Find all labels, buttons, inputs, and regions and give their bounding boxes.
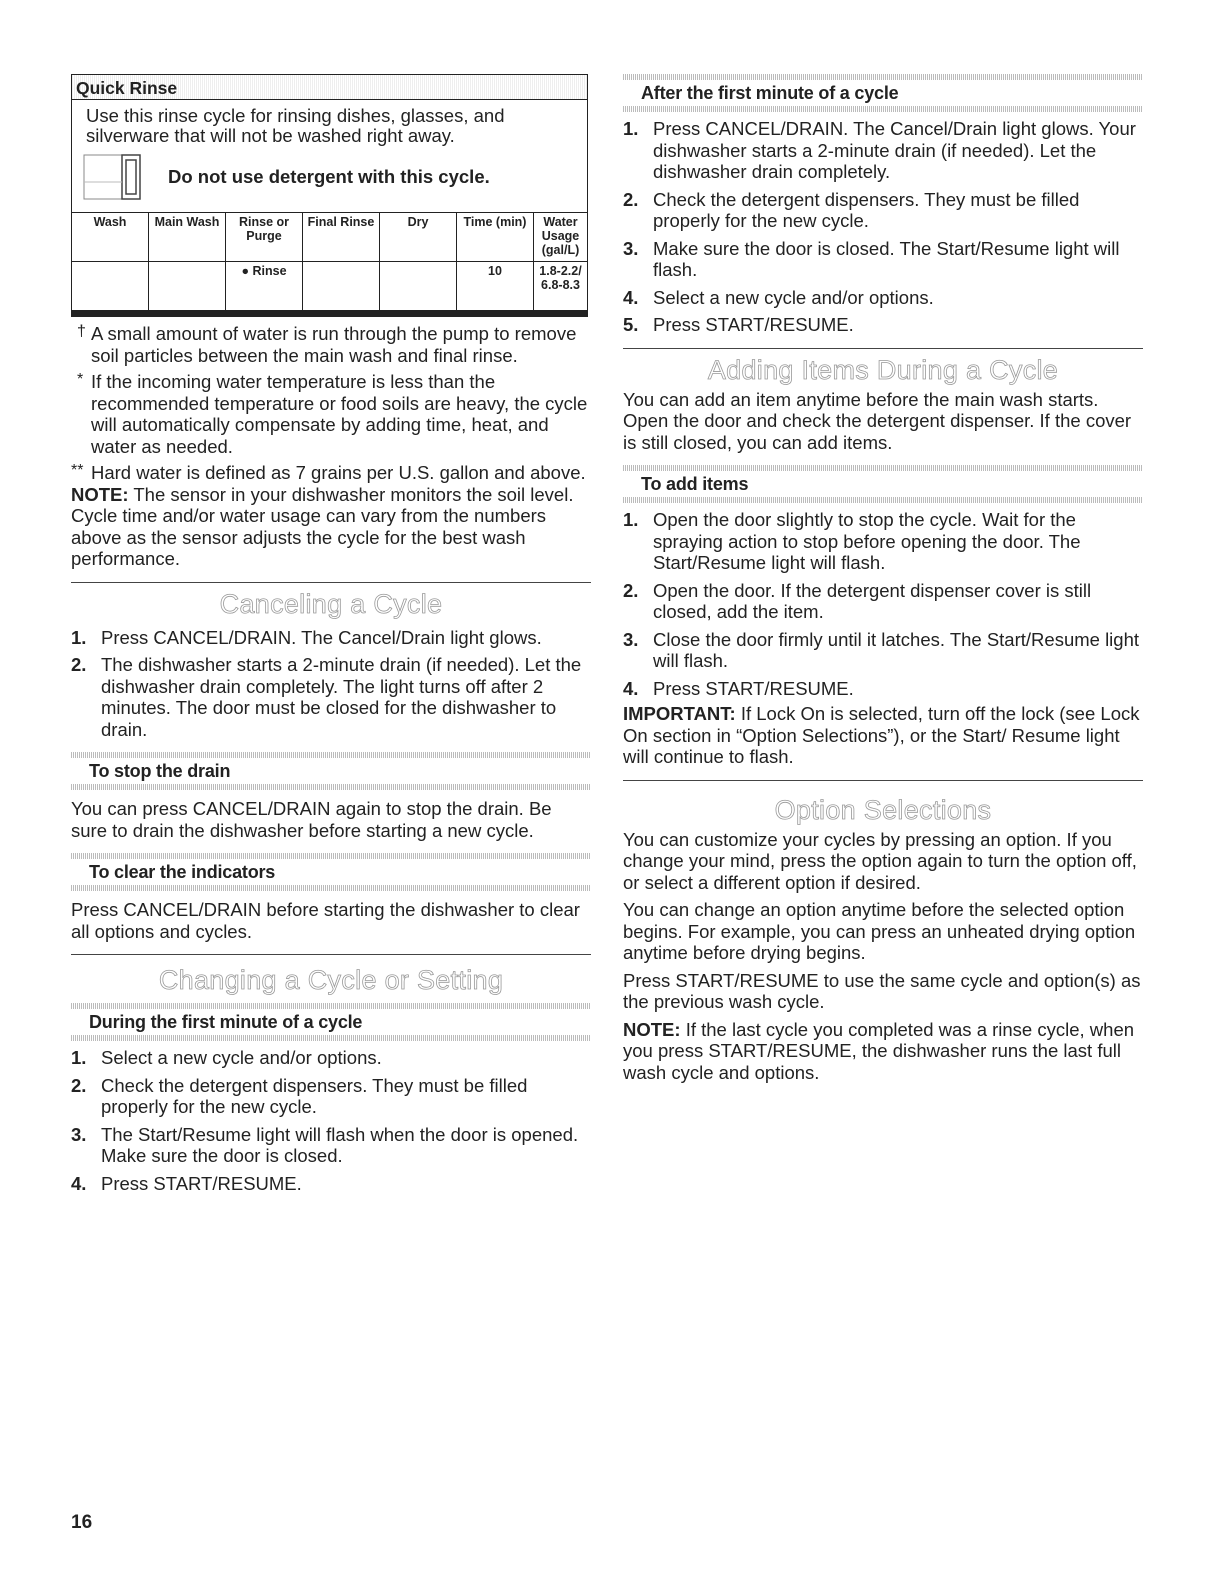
list-item: 3. Close the door firmly until it latches. The Start/Resume light will flash. [623, 628, 1140, 671]
note-text: If the last cycle you completed was a rinse cycle, when you press START/RESUME, the dishwasher runs the last full wash cycle and options. [623, 1018, 1135, 1083]
list-item: 1. Press CANCEL/DRAIN. The Cancel/Drain light glows. [71, 626, 542, 648]
subheading-label: To add items [641, 474, 749, 494]
header-cell: Water Usage (gal/L) [534, 213, 588, 262]
section-divider [623, 348, 1143, 349]
no-detergent-warning [72, 146, 587, 212]
table-cell [303, 262, 380, 311]
options-note [623, 1019, 1143, 1084]
first-minute-steps [71, 1047, 591, 1194]
quick-rinse-description: Use this rinse cycle for rinsing dishes, glasses, and silverware that will not be washed right away. [86, 105, 505, 146]
list-item: 4. Select a new cycle and/or options. [623, 286, 934, 308]
list-item: 4. Press START/RESUME. [71, 1172, 302, 1194]
subheading-add-items [623, 465, 1143, 503]
subheading-stop-drain [71, 752, 591, 790]
stop-drain-text: You can press CANCEL/DRAIN again to stop the drain. Be sure to drain the dishwasher before starting a new cycle. [71, 798, 552, 841]
subheading-first-minute [71, 1003, 591, 1041]
list-item: 1. Select a new cycle and/or options. [71, 1047, 382, 1068]
table-cell: 1.8-2.2/ 6.8-8.3 [534, 262, 588, 311]
header-cell: Wash [72, 213, 149, 262]
options-p2: You can change an option anytime before the selected option begins. For example, you can press an unheated drying option anytime before drying begins. [623, 899, 1136, 963]
adding-intro: You can add an item anytime before the main wash starts. Open the door and check the detergent dispenser. If the cover is still closed, you can add items. [623, 388, 1132, 453]
header-cell: Time (min) [457, 213, 534, 262]
right-column [623, 74, 1143, 1083]
quick-rinse-title: Quick Rinse [72, 75, 587, 100]
list-item: 2. Check the detergent dispensers. They must be filled properly for the new cycle. [71, 1074, 528, 1117]
list-item: 4. Press START/RESUME. [623, 677, 854, 699]
note-label: NOTE: [623, 1018, 681, 1040]
header-cell: Rinse or Purge [226, 213, 303, 262]
cycle-table [71, 212, 588, 311]
subheading-label: To stop the drain [89, 761, 231, 781]
warning-text: Do not use detergent with this cycle. [168, 166, 490, 187]
table-cell [149, 262, 226, 311]
important-label: IMPORTANT: [623, 703, 736, 724]
list-item: 5. Press START/RESUME. [623, 314, 854, 335]
options-p1: You can customize your cycles by pressing an option. If you change your mind, press the option again to turn the option off, or select a different option if desired. [623, 828, 1137, 893]
list-item: 2. Check the detergent dispensers. They must be filled properly for the new cycle. [623, 188, 1080, 231]
footnote-double-star [71, 462, 591, 484]
important-note [623, 703, 1143, 768]
footnote-mark: * [77, 371, 84, 388]
after-first-minute-steps [623, 118, 1143, 336]
table-cell: ● Rinse [226, 262, 303, 311]
canceling-heading: Canceling a Cycle [219, 588, 443, 619]
table-cell [72, 262, 149, 311]
table-row [72, 262, 588, 311]
subheading-clear-indicators [71, 853, 591, 891]
options-p3: Press START/RESUME to use the same cycle and option(s) as the previous wash cycle. [623, 969, 1141, 1012]
sensor-note [71, 484, 591, 570]
canceling-steps [71, 627, 591, 741]
quick-rinse-box [71, 74, 588, 212]
left-column [71, 74, 591, 1194]
footnote-text: Hard water is defined as 7 grains per U.S. gallon and above. [91, 462, 586, 483]
list-item: 1. Press CANCEL/DRAIN. The Cancel/Drain light glows. Your dishwasher starts a 2-minute drain (if needed). Let the dishwasher drain completely. [623, 118, 1136, 182]
subheading-label: To clear the indicators [89, 862, 276, 882]
footnote-text: If the incoming water temperature is less than the recommended temperature or food soils are heavy, the cycle will automatically compensate by adding time, heat, and water as needed. [91, 371, 588, 457]
list-item: 2. The dishwasher starts a 2-minute drain (if needed). Let the dishwasher drain completely. The light turns off after 2 minutes. The door must be closed for the dishwasher to drain. [71, 654, 582, 740]
list-item: 2. Open the door. If the detergent dispenser cover is still closed, add the item. [623, 579, 1092, 622]
table-bottom-rule [71, 311, 588, 317]
subheading-after-first-minute [623, 74, 1143, 112]
subheading-label: After the first minute of a cycle [641, 83, 899, 103]
header-cell: Final Rinse [303, 213, 380, 262]
adding-heading: Adding Items During a Cycle [707, 354, 1059, 385]
footnote-text: A small amount of water is run through the pump to remove soil particles between the main wash and final rinse. [91, 323, 577, 366]
note-label: NOTE: [71, 483, 129, 505]
add-items-steps [623, 509, 1143, 699]
clear-indicators-text: Press CANCEL/DRAIN before starting the dishwasher to clear all options and cycles. [71, 899, 580, 942]
section-divider [71, 582, 591, 583]
detergent-dispenser-icon [82, 152, 146, 202]
header-cell: Dry [380, 213, 457, 262]
list-item: 3. The Start/Resume light will flash when the door is opened. Make sure the door is closed. [71, 1123, 579, 1166]
table-header-row [72, 213, 588, 262]
footnote-star [71, 371, 591, 457]
changing-heading: Changing a Cycle or Setting [158, 965, 504, 995]
section-divider [71, 954, 591, 955]
list-item: 3. Make sure the door is closed. The Start/Resume light will flash. [623, 237, 1120, 280]
note-text: The sensor in your dishwasher monitors the soil level. Cycle time and/or water usage can vary from the numbers above as the sensor adjusts the cycle for the best wash performance. [71, 483, 574, 569]
footnote-mark: † [77, 323, 86, 340]
section-divider [623, 780, 1143, 781]
list-item: 1. Open the door slightly to stop the cycle. Wait for the spraying action to stop before opening the door. The Start/Resume light will flash. [623, 509, 1081, 573]
footnote-mark: ** [71, 462, 84, 479]
table-cell: 10 [457, 262, 534, 311]
options-heading: Option Selections [774, 794, 992, 825]
table-cell [380, 262, 457, 311]
page-number: 16 [71, 1512, 93, 1533]
important-text: If Lock On is selected, turn off the lock (see Lock On section in “Option Selections”), or the Start/ Resume light will continue to flash. [623, 703, 1140, 767]
subheading-label: During the first minute of a cycle [89, 1012, 363, 1032]
footnote-dagger [71, 323, 591, 366]
header-cell: Main Wash [149, 213, 226, 262]
